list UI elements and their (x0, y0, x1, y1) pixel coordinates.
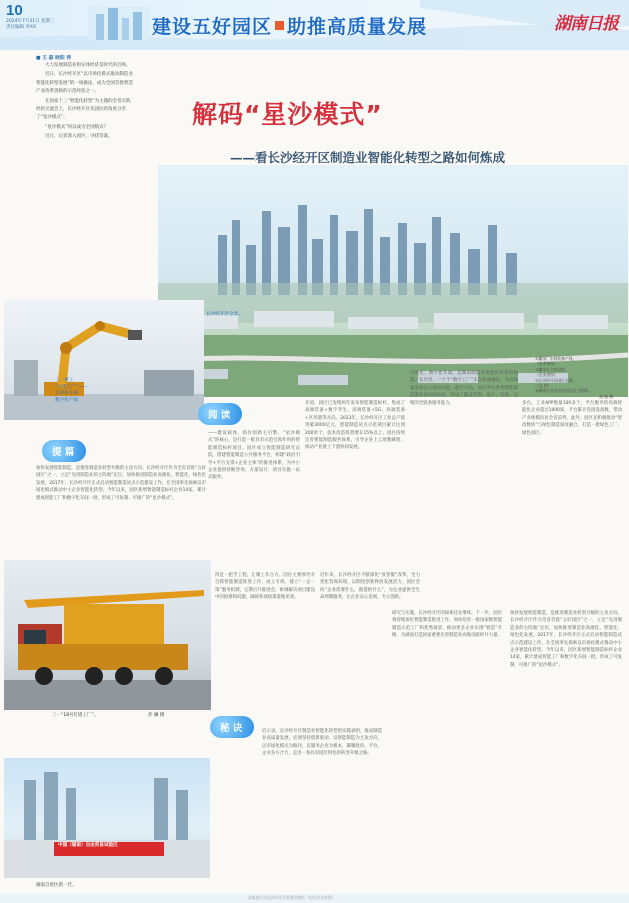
robot-photo-note (55, 378, 87, 404)
text-column-6: 四是一把手工程，汇聚工作合力。园区主要领导亲自抓智能制造推进工作，成立专班，建立“一企一策”服务机制，定期召开推进会，协调解决项目建设中的困难和问题，确保各项政策落地见效。 (215, 573, 315, 601)
photo-legend (535, 356, 625, 399)
text-column-10: 加快发展智能制造，是推进制造业转型升级的主攻方向。长沙经开区作为全省首批“五好园区”之一，立足“先进制造业的主阵地”定位，加快推进制造业高端化、智能化、绿色化发展。2017年，长沙经开区正式启动智能制造试点示范建设工作，在全国率先探索以市场化模式推动中小企业智能化转型。今年以来，园区新增智能制造标杆企业14家，累计建成智能工厂和数字化车间一批，形成了可复制、可推广的“星沙模式”。 (510, 611, 622, 668)
text-column-9: 研究与实施，长沙经开区的探索还在继续。下一步，园区将持续深化智能制造推进工作，加快培育一批国家级智能制造示范工厂和优秀场景，推动更多企业实现“智造”升级，为湖南打造国家重要先进制造业高地贡献经开力量。 (392, 611, 502, 639)
legend-line: ③长沙经开区园区全景。 (535, 377, 577, 383)
text-column-1: 加快发展智能制造，是推进制造业转型升级的主攻方向。长沙经开区作为全省首批“五好园区”之一，立足“先进制造业的主阵地”定位，加快推进制造业高端化、智能化、绿色化发展。2017年，长沙经开区正式启动智能制造试点示范建设工作，在全国率先探索以市场化模式推动中小企业智能化转型。今年以来，园区新增智能制造标杆企业14家，累计建成智能工厂和数字化车间一批，形成了可复制、可推广的“星沙模式”。 (36, 466, 206, 501)
square-bullet-icon (275, 21, 284, 30)
heading-right: 助推高质量发展 (287, 16, 428, 38)
tag-label: 阅 读 (208, 410, 231, 421)
heading-left: 建设五好园区 (152, 16, 273, 38)
note-line: “灯塔工厂”—— (55, 384, 88, 390)
section-heading (152, 12, 427, 39)
building-graphic (4, 758, 210, 878)
editor-line: 责任编辑 李XX (6, 25, 37, 30)
intro-paragraph: 近日，长沙经开区“以市场化模式推动制造业智能化转型发展”的一项做法，成为全国首批智造产业改革创新的示范经验之一。 (36, 72, 133, 95)
note-line: 自动化车间 (55, 391, 78, 396)
issue-date (6, 19, 56, 31)
tag-label: 秘 诀 (220, 723, 243, 734)
intro-paragraph: 近日，记者深入园区，寻找答案。 (45, 134, 113, 140)
pump-truck-photo (4, 560, 211, 710)
legend-line: （企业供图） (535, 361, 558, 367)
robot-arm-photo (4, 300, 204, 420)
section-tag-2 (198, 403, 238, 423)
text-column-5: 多台、工业APP数量100多个，平台服务的高端智能化企业超过1000家，平台累计连接设备数、带动产业规模均居全省前列。此外，园区还积极推动“智改数转”与绿色制造深度融合，打造一批绿色工厂、绿色园区。 (522, 401, 622, 436)
legend-line: ①螺丝厂车间装备产线。 (535, 356, 577, 361)
building-photo-caption: 湖南自贸区新一代。 (36, 883, 77, 888)
page-header (0, 0, 629, 50)
note-line: 三一重工 (55, 378, 74, 383)
intro-paragraph: “星沙模式”何以成为全国模式？ (45, 124, 109, 130)
footer-text: 本版图片由长沙经开区管委会提供（均为企业供图） (248, 895, 336, 900)
truck-graphic (4, 560, 211, 710)
legend-line: ②螺丝车立体仓库。 (535, 366, 569, 372)
section-tag-1 (42, 440, 82, 460)
robot-arm-graphic (4, 300, 204, 420)
page-footer (0, 894, 629, 903)
text-column-8: 启示录。长沙经开区制造业智能化转型的实践表明，推动制造业高质量发展，必须坚持创新驱动，以智能制造为主攻方向，以市场化模式为路径，以服务企业为根本，凝聚政府、平台、企业多方合力，走出一条具有园区特色的转型升级之路。 (262, 729, 382, 757)
legend-line: （企业供图） (535, 372, 558, 378)
text-column-7: 近年来，长沙经开区不断深化“放管服”改革，全力优化营商环境，以制度创新释放发展活力。园区坚持“企业需要什么，就提供什么”，为企业提供全生命周期服务，让企业安心发展、专心创新。 (320, 573, 420, 601)
text-column-3: 开园，园区已连续两年发布智能制造标杆，集成了高端装备+数字孪生、高端装备+5G、高端装备+区块链等方向。2023年，长沙经开区工业总产值突破3000亿元，智能制造试点示范项目累计达到200余个，技术改造投资增长15%以上。园区持续完善智能制造服务体系，引导企业上云用数赋智，推动产业链上下游协同发展。 (305, 401, 405, 451)
date-line: 2024年7月31日 星期三 (6, 19, 55, 24)
intro-paragraph: 在国家十三“智能化转型”为主题的全省实践经验交流会上，长沙经开区从园区的角度分享了“星沙模式”。 (36, 98, 131, 121)
intro-text (36, 62, 133, 143)
free-trade-zone-photo (4, 758, 210, 878)
text-column-4: 可视化、数字化车间，是湖南制造业智能化转型的缩影。在这里，一个个“数字工厂”正在加速崛起，为高质量发展注入强劲动能。截至目前，园区共有各类智能制造服务商100余家，形成了覆盖咨询、设计、实施、运维的全链条服务能力。 (410, 371, 518, 406)
section-tag-3 (210, 716, 250, 736)
article-headline: 解码“星沙模式” (192, 100, 383, 129)
truck-photo-caption: 三一“18号灯塔工厂”。 (52, 713, 99, 718)
tag-label: 提 篇 (52, 447, 75, 458)
truck-photo-credit: 彭 澜 摄 (148, 713, 165, 718)
legend-line: ④湖南企业信息化项目总工程师。 (535, 388, 592, 394)
city-photo-caption: 长沙经开区全景。 (206, 312, 243, 317)
article-subheadline: ——看长沙经开区制造业智能化转型之路如何炼成 (230, 150, 506, 165)
newspaper-logo: 湖南日报 (554, 14, 618, 34)
legend-line: （文 图） (535, 383, 552, 389)
page-number: 10 (6, 2, 23, 19)
legend-credit: 高 振 摄 (599, 393, 613, 399)
intro-paragraph: 大力发展制造业和实体经济是时代的召唤。 (45, 63, 131, 68)
text-column-2: ——建设载体，抓住创新主引擎。“星沙模式”的核心，是打造一批具有示范引领作用的智能制造标杆项目。园区成立智能制造研究总院，搭建智能制造公共服务平台，构建“政府引导+平台支撑+企业主体”的推进体系，为中小企业提供诊断咨询、方案设计、项目实施一站式服务。 (208, 431, 300, 481)
note-line: 数字化产线 (55, 397, 78, 403)
byline: ■ 王 磊 欧阳 萍 (36, 56, 72, 61)
building-sign: 中国（湖南）自由贸易试验区 (58, 843, 118, 848)
